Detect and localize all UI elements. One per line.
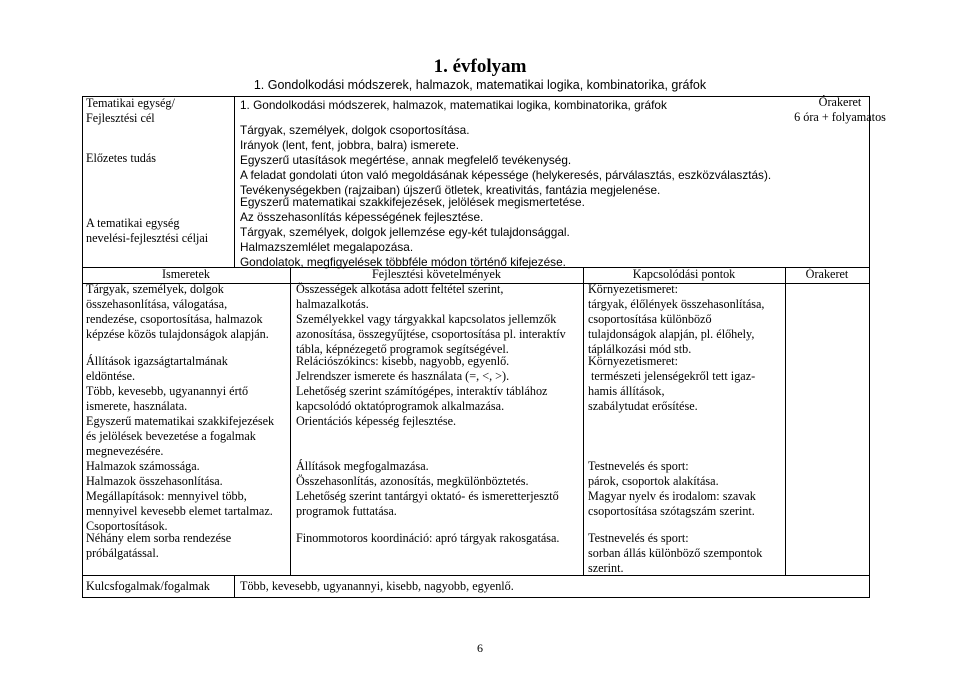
goals-list bbox=[240, 195, 585, 270]
col-header-ismeretek: Ismeretek bbox=[161, 267, 211, 281]
table-row-4-kapcsolodas: Testnevelés és sport: sorban állás különböző szempontok szerint. bbox=[588, 531, 763, 575]
prereq-item: A feladat gondolati úton való megoldásának képessége (helykeresés, párválasztás, eszközválasztás). bbox=[240, 168, 772, 182]
table-row-4-fejlesztes: Finommotoros koordináció: apró tárgyak rakosgatása. bbox=[296, 531, 560, 545]
prereq-list bbox=[240, 123, 771, 198]
table-row-1-kapcsolodas: Környezetismeret: tárgyak, élőlények összehasonlítása, csoportosítása különböző tulajdonságok alapján, pl. élőhely, táplálkozási mód stb. bbox=[588, 282, 765, 356]
col-header-fejlesztes: Fejlesztési követelmények bbox=[372, 267, 501, 281]
prereq-item: Tárgyak, személyek, dolgok csoportosítása. bbox=[240, 123, 470, 137]
goal-item: Az összehasonlítás képességének fejlesztése. bbox=[240, 210, 484, 224]
table-row-3-ismeretek: Halmazok számossága. Halmazok összehasonlítása. Megállapítások: mennyivel több, mennyivel kevesebb elemet tartalmaz. Csoportosítások. bbox=[86, 459, 273, 533]
col-header-kapcsolodas: Kapcsolódási pontok bbox=[632, 267, 736, 281]
theme-label-line: Tematikai egység/ bbox=[86, 96, 175, 110]
goals-label-line: nevelési-fejlesztési céljai bbox=[86, 231, 209, 245]
table-row-3-fejlesztes: Állítások megfogalmazása. Összehasonlítás, azonosítás, megkülönböztetés. Lehetőség szerint tantárgyi oktató- és ismeretterjesztő programok futtatása. bbox=[296, 459, 559, 518]
table-row-1-ismeretek: Tárgyak, személyek, dolgok összehasonlítása, válogatása, rendezése, csoportosítása, halmazok képzése közös tulajdonságok alapján. bbox=[86, 282, 269, 341]
goal-item: Gondolatok, megfigyelések többféle módon történő kifejezése. bbox=[240, 255, 566, 269]
table-row-4-ismeretek: Néhány elem sorba rendezése próbálgatással. bbox=[86, 531, 232, 560]
theme-label bbox=[86, 96, 175, 126]
theme-value: 1. Gondolkodási módszerek, halmazok, matematikai logika, kombinatorika, gráfok bbox=[240, 98, 667, 112]
goal-item: Tárgyak, személyek, dolgok jellemzése egy-két tulajdonsággal. bbox=[240, 225, 570, 239]
hours-value: 6 óra + folyamatos bbox=[794, 110, 886, 124]
page-subtitle: 1. Gondolkodási módszerek, halmazok, matematikai logika, kombinatorika, gráfok bbox=[253, 78, 707, 92]
table-row-2-ismeretek: Állítások igazságtartalmának eldöntése. Több, kevesebb, ugyanannyi értő ismerete, használata. Egyszerű matematikai szakkifejezések és jelölések bevezetése a fogalmak megnevezésére. bbox=[86, 354, 275, 458]
prereq-label: Előzetes tudás bbox=[86, 151, 157, 165]
col-header-orakeret: Órakeret bbox=[805, 267, 849, 281]
goal-item: Halmazszemlélet megalapozása. bbox=[240, 240, 414, 254]
page-title: 1. évfolyam bbox=[433, 56, 527, 77]
goals-label bbox=[86, 216, 208, 246]
table-row-3-kapcsolodas: Testnevelés és sport: párok, csoportok alakítása. Magyar nyelv és irodalom: szavak csoportosítása szótagszám szerint. bbox=[588, 459, 756, 518]
prereq-item: Egyszerű utasítások megértése, annak megfelelő tevékenység. bbox=[240, 153, 572, 167]
keywords-value: Több, kevesebb, ugyanannyi, kisebb, nagyobb, egyenlő. bbox=[240, 579, 514, 593]
table-row-2-fejlesztes: Relációszókincs: kisebb, nagyobb, egyenlő. Jelrendszer ismerete és használata (=, <, >). Lehetőség szerint számítógépes, interaktív táblához kapcsolódó oktatóprogramok alkalmazása. Orientációs képesség fejlesztése. bbox=[296, 354, 548, 428]
hours-label: Órakeret bbox=[818, 95, 862, 109]
goals-label-line: A tematikai egység bbox=[86, 216, 180, 230]
prereq-item: Tevékenységekben (rajzaiban) újszerű ötletek, kreativitás, fantázia megjelenése. bbox=[240, 183, 661, 197]
hours-box bbox=[790, 95, 890, 125]
table-row-2-kapcsolodas: Környezetismeret: természeti jelenségekről tett igaz- hamis állítások, szabálytudat erősítése. bbox=[588, 354, 756, 413]
theme-label-line: Fejlesztési cél bbox=[86, 111, 155, 125]
page-number: 6 bbox=[477, 641, 483, 655]
goal-item: Egyszerű matematikai szakkifejezések, jelölések megismertetése. bbox=[240, 195, 585, 209]
table-row-1-fejlesztes: Összességek alkotása adott feltétel szerint, halmazalkotás. Személyekkel vagy tárgyakkal kapcsolatos jellemzők azonosítása, összegyűjtése, csoportosítása pl. interaktív tábla, képnézegető programok segítségével. bbox=[296, 282, 566, 356]
keywords-label: Kulcsfogalmak/fogalmak bbox=[86, 579, 210, 593]
prereq-item: Irányok (lent, fent, jobbra, balra) ismerete. bbox=[240, 138, 459, 152]
